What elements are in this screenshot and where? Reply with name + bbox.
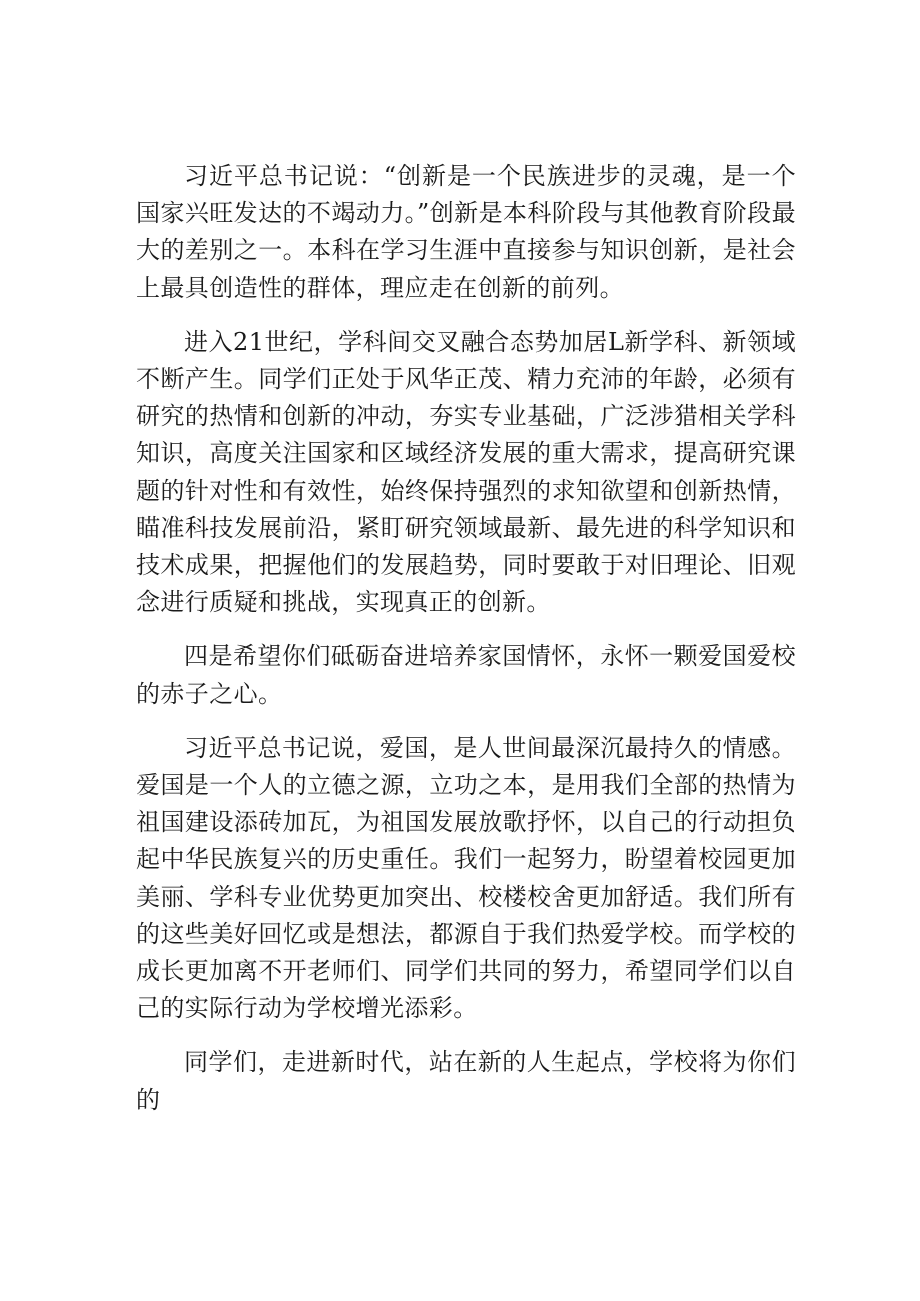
paragraph-patriotism: 习近平总书记说，爱国，是人世间最深沉最持久的情感。爱国是一个人的立德之源，立功之本，是用我们全部的热情为祖国建设添砖加瓦，为祖国发展放歌抒怀，以自己的行动担负起中华民族复兴的历史重任。我们一起努力，盼望着校园更加美丽、学科专业优势更加突出、校楼校舍更加舒适。我们所有的这些美好回忆或是想法，都源自于我们热爱学校。而学校的成长更加离不开老师们、同学们共同的努力，希望同学们以自己的实际行动为学校增光添彩。 [136, 733, 796, 1023]
paragraph-innovation-quote: 习近平总书记说：“创新是一个民族进步的灵魂，是一个国家兴旺发达的不竭动力。”创新是本科阶段与其他教育阶段最大的差别之一。本科在学习生涯中直接参与知识创新，是社会上最具创造性的群体，理应走在创新的前列。 [136, 162, 796, 302]
document-body [136, 158, 796, 1136]
paragraph-new-era: 同学们，走进新时代，站在新的人生起点，学校将为你们的 [136, 1048, 796, 1114]
paragraph-21st-century: 进入21世纪，学科间交叉融合态势加居L新学科、新领域不断产生。同学们正处于风华正茂、精力充沛的年龄，必须有研究的热情和创新的冲动，夯实专业基础，广泛涉猎相关学科知识，高度关注国家和区域经济发展的重大需求，提高研究课题的针对性和有效性，始终保持强烈的求知欲望和创新热情，瞄准科技发展前沿，紧盯研究领域最新、最先进的科学知识和技术成果，把握他们的发展趋势，同时要敢于对旧理论、旧观念进行质疑和挑战，实现真正的创新。 [136, 327, 796, 617]
paragraph-fourth-hope: 四是希望你们砥砺奋进培养家国情怀，永怀一颗爱国爱校的赤子之心。 [136, 642, 796, 708]
